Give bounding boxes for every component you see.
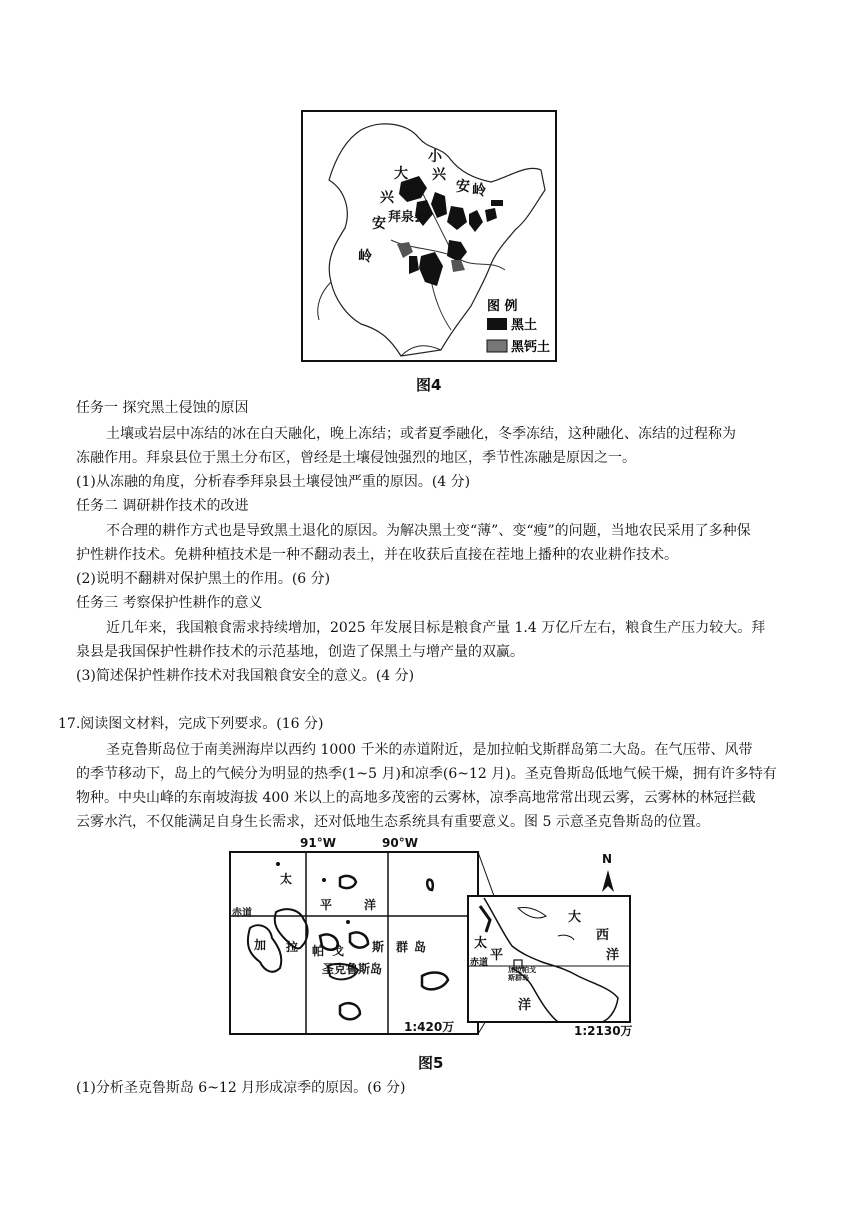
task3-paragraph-line1: 近几年来，我国粮食需求持续增加，2025 年发展目标是粮食产量 1.4 万亿斤左右，粮食生产压力较大。拜 [106, 620, 766, 636]
label-qun: 群 [396, 940, 409, 954]
task2-paragraph-line2: 护性耕作技术。免耕种植技术是一种不翻动表土，并在收获后直接在茬地上播种的农业耕作技术。 [76, 547, 678, 563]
label-daxing-3: 安 [372, 216, 386, 232]
label-galapagos-islands: 加拉帕戈斯群岛 [508, 966, 536, 982]
label-lon-91w: 91°W [300, 836, 336, 850]
label-equator-left: 赤道 [232, 908, 252, 919]
question17-title: 17.阅读图文材料，完成下列要求。(16 分) [58, 716, 324, 732]
label-jia: 加 [254, 938, 267, 952]
label-scale-left: 1:420万 [404, 1020, 455, 1034]
label-baiquan-county: 拜泉县 [388, 210, 428, 225]
label-santa-cruz-island: 圣克鲁斯岛 [322, 962, 383, 976]
label-tai: 太 [280, 872, 293, 886]
label-lon-90w: 90°W [382, 836, 418, 850]
task2-title: 任务二 调研耕作技术的改进 [76, 498, 249, 514]
label-tai-right: 太 [474, 936, 488, 951]
legend-black-calcium-soil-label: 黑钙土 [511, 340, 551, 355]
label-xiaoxing-3: 安 [456, 179, 470, 195]
task1-paragraph-line1: 土壤或岩层中冻结的冰在白天融化，晚上冻结；或者夏季融化，冬季冻结，这种融化、冻结的过程称为 [106, 426, 736, 442]
label-scale-right: 1:2130万 [574, 1024, 633, 1038]
label-equator-right: 赤道 [470, 958, 489, 968]
label-xiaoxing-1: 小 [428, 149, 442, 165]
legend-black-soil-label: 黑土 [511, 318, 538, 333]
legend-title: 图 例 [487, 299, 518, 314]
task2-paragraph-line1: 不合理的耕作方式也是导致黑土退化的原因。为解决黑土变“薄”、变“瘦”的问题，当地农民采用了多种保 [106, 523, 751, 539]
task3-title: 任务三 考察保护性耕作的意义 [76, 595, 263, 611]
label-yang-atlantic: 洋 [606, 948, 620, 963]
label-ping-right: 平 [490, 948, 504, 963]
question17-line2: 的季节移动下，岛上的气候分为明显的热季(1~5 月)和凉季(6~12 月)。圣克鲁斯岛低地气候干燥，拥有许多特有 [76, 766, 777, 782]
question17-line3: 物种。中央山峰的东南坡海拔 400 米以上的高地多茂密的云雾林，凉季高地常常出现云雾，云雾林的林冠拦截 [76, 790, 756, 806]
label-ge: 戈 [332, 944, 345, 958]
label-si: 斯 [372, 940, 385, 954]
label-yang: 洋 [364, 898, 377, 912]
label-dao: 岛 [414, 940, 427, 954]
label-yang-pacific: 洋 [518, 998, 532, 1013]
legend-black-calcium-soil-swatch [487, 340, 507, 352]
label-daxing-4: 岭 [358, 249, 372, 265]
label-xiaoxing-4: 岭 [472, 183, 486, 199]
legend-black-soil-swatch [487, 318, 507, 330]
figure5-caption: 图5 [418, 1054, 444, 1072]
question17-line1: 圣克鲁斯岛位于南美洲海岸以西约 1000 千米的赤道附近，是加拉帕戈斯群岛第二大岛。在气压带、风带 [106, 742, 753, 758]
figure4-caption: 图4 [416, 376, 442, 394]
label-daxing-1: 大 [394, 166, 408, 182]
task3-question: (3)简述保护性耕作技术对我国粮食安全的意义。(4 分) [76, 668, 415, 684]
label-xiaoxing-2: 兴 [432, 167, 446, 183]
label-xi: 西 [596, 928, 610, 943]
label-pa: 帕 [312, 944, 325, 958]
question17-line4: 云雾水汽，不仅能满足自身生长需求，还对低地生态系统具有重要意义。图 5 示意圣克鲁斯岛的位置。 [76, 814, 710, 830]
question17-subquestion1: (1)分析圣克鲁斯岛 6~12 月形成凉季的原因。(6 分) [76, 1080, 406, 1096]
task1-title: 任务一 探究黑土侵蚀的原因 [76, 400, 249, 416]
label-la: 拉 [286, 940, 299, 954]
task1-paragraph-line2: 冻融作用。拜泉县位于黑土分布区，曾经是土壤侵蚀强烈的地区，季节性冻融是原因之一。 [76, 450, 636, 466]
task3-paragraph-line2: 泉县是我国保护性耕作技术的示范基地，创造了保黑土与增产量的双赢。 [76, 644, 524, 660]
label-north: N [602, 852, 613, 866]
label-da: 大 [568, 910, 582, 925]
task2-question: (2)说明不翻耕对保护黑土的作用。(6 分) [76, 571, 331, 587]
label-ping: 平 [320, 898, 333, 912]
label-daxing-2: 兴 [380, 190, 394, 206]
task1-question: (1)从冻融的角度，分析春季拜泉县土壤侵蚀严重的原因。(4 分) [76, 474, 471, 490]
